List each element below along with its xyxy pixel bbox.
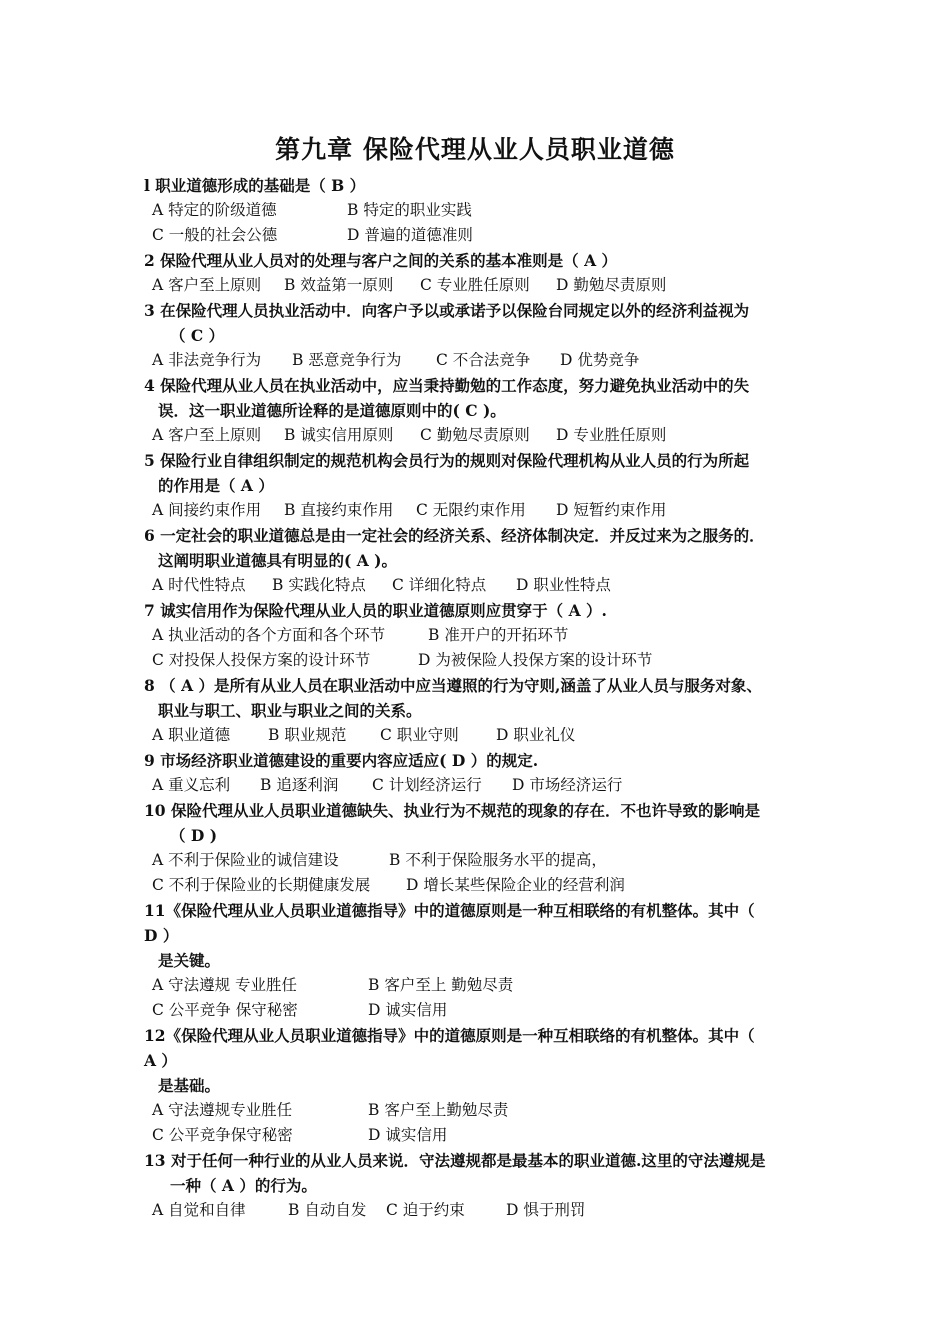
answer-option: B 追逐利润 <box>260 776 339 794</box>
answer-option: B 直接约束作用 <box>284 501 394 519</box>
question-stem <box>144 248 824 273</box>
answer-option: A 间接约束作用 <box>152 501 262 519</box>
answer-option: D 职业性特点 <box>516 576 611 594</box>
answer-options-row <box>144 498 824 523</box>
answer-option: D 优势竞争 <box>560 351 640 369</box>
answer-options-row <box>144 1098 824 1123</box>
answer-option: B 恶意竞争行为 <box>292 351 402 369</box>
question-text-continued: （ C ） <box>170 326 225 345</box>
question-text: 6 一定社会的职业道德总是由一定社会的经济关系、经济体制决定．并反过来为之服务的． <box>144 526 765 545</box>
answer-option: C 无限约束作用 <box>416 501 526 519</box>
question-stem <box>144 1023 824 1098</box>
answer-options-row <box>144 648 824 673</box>
answer-option: D 短暂约束作用 <box>556 501 667 519</box>
answer-option: C 不利于保险业的长期健康发展 <box>152 876 371 894</box>
answer-option: B 客户至上 勤勉尽责 <box>368 976 514 994</box>
question-stem <box>144 298 824 348</box>
question-text: 10 保险代理从业人员职业道德缺失、执业行为不规范的现象的存在．不也许导致的影响是 <box>144 801 760 820</box>
answer-option: D 勤勉尽责原则 <box>556 276 667 294</box>
answer-options-row <box>144 848 824 873</box>
question-text: 3 在保险代理人员执业活动中．向客户予以或承诺予以保险台同规定以外的经济利益视为 <box>144 301 750 320</box>
question-stem <box>144 448 824 498</box>
question-text-continued: 这阐明职业道德具有明显的( A )。 <box>158 551 397 570</box>
answer-option: B 准开户的开拓环节 <box>428 626 569 644</box>
question-stem <box>144 173 824 198</box>
answer-options-row <box>144 623 824 648</box>
answer-option: A 守法遵规 专业胜任 <box>152 976 298 994</box>
answer-options-row <box>144 873 824 898</box>
question-text: 5 保险行业自律组织制定的规范机构会员行为的规则对保险代理机构从业人员的行为所起 <box>144 451 750 470</box>
question-list <box>144 173 824 1223</box>
answer-options-row <box>144 573 824 598</box>
answer-option: B 实践化特点 <box>272 576 366 594</box>
answer-option: D 诚实信用 <box>368 1001 448 1019</box>
answer-options-row <box>144 723 824 748</box>
answer-option: A 重义忘利 <box>152 776 231 794</box>
question-stem <box>144 373 824 423</box>
answer-option: A 执业活动的各个方面和各个环节 <box>152 626 386 644</box>
question-text-continued: 职业与职工、职业与职业之间的关系。 <box>158 701 422 720</box>
answer-option: C 不合法竞争 <box>436 351 531 369</box>
answer-option: A 客户至上原则 <box>152 426 262 444</box>
answer-option: D 惧于刑罚 <box>506 1201 586 1219</box>
question-text-continued: （ D ) <box>170 826 218 845</box>
answer-option: B 诚实信用原则 <box>284 426 394 444</box>
chapter-title: 第九章 保险代理从业人员职业道德 <box>275 135 675 164</box>
answer-option: C 专业胜任原则 <box>420 276 530 294</box>
question-text: 12《保险代理从业人员职业道德指导》中的道德原则是一种互相联络的有机整体。其中（ <box>144 1026 755 1045</box>
answer-option: A 职业道德 <box>152 726 231 744</box>
answer-option: A 不利于保险业的诚信建设 <box>152 851 339 869</box>
question-stem <box>144 1148 824 1198</box>
question-text: l 职业道德形成的基础是（ B ） <box>144 176 366 195</box>
question-text-continued: 是基础。 <box>158 1076 221 1095</box>
answer-option: B 效益第一原则 <box>284 276 394 294</box>
answer-option: D 诚实信用 <box>368 1126 448 1144</box>
answer-option: C 计划经济运行 <box>372 776 482 794</box>
question-stem <box>144 673 824 723</box>
answer-option: C 公平竞争 保守秘密 <box>152 1001 298 1019</box>
answer-option: A 非法竞争行为 <box>152 351 262 369</box>
answer-option: A 守法遵规专业胜任 <box>152 1101 293 1119</box>
answer-options-row <box>144 223 824 248</box>
answer-option: B 职业规范 <box>268 726 347 744</box>
question-text-continued: 一种（ A ）的行为。 <box>170 1176 317 1195</box>
question-text-continued: 是关键。 <box>158 951 221 970</box>
answer-options-row <box>144 973 824 998</box>
answer-option: D 市场经济运行 <box>512 776 623 794</box>
answer-options-row <box>144 273 824 298</box>
answer-options-row <box>144 423 824 448</box>
answer-options-row <box>144 1198 824 1223</box>
question-text-continued: 误．这一职业道德所诠释的是道德原则中的( C )。 <box>158 401 506 420</box>
question-stem <box>144 523 824 573</box>
answer-option: C 一般的社会公德 <box>152 226 278 244</box>
answer-options-row <box>144 1123 824 1148</box>
answer-option: D 为被保险人投保方案的设计环节 <box>418 651 653 669</box>
question-stem <box>144 598 824 623</box>
question-text-continued: A ） <box>144 1051 177 1070</box>
answer-option: D 职业礼仪 <box>496 726 576 744</box>
answer-option: C 对投保人投保方案的设计环节 <box>152 651 371 669</box>
question-text: 9 市场经济职业道德建设的重要内容应适应( D ）的规定. <box>144 751 539 770</box>
answer-option: A 时代性特点 <box>152 576 246 594</box>
answer-options-row <box>144 998 824 1023</box>
answer-option: B 特定的职业实践 <box>347 201 472 219</box>
question-stem <box>144 748 824 773</box>
answer-option: D 普遍的道德准则 <box>347 226 473 244</box>
question-stem <box>144 798 824 848</box>
question-stem <box>144 898 824 973</box>
question-text: 13 对于任何一种行业的从业人员来说．守法遵规都是最基本的职业道德.这里的守法遵规是 <box>144 1151 766 1170</box>
question-text: 4 保险代理从业人员在执业活动中，应当秉持勤勉的工作态度，努力避免执业活动中的失 <box>144 376 750 395</box>
answer-option: C 迫于约束 <box>386 1201 465 1219</box>
question-text: 11《保险代理从业人员职业道德指导》中的道德原则是一种互相联络的有机整体。其中（ <box>144 901 755 920</box>
answer-option: D 增长某些保险企业的经营利润 <box>406 876 625 894</box>
answer-option: A 特定的阶级道德 <box>152 201 277 219</box>
answer-options-row <box>144 773 824 798</box>
question-text-continued: 的作用是（ A ） <box>158 476 274 495</box>
question-text-continued: D ） <box>144 926 179 945</box>
question-text: 8 （ A ）是所有从业人员在职业活动中应当遵照的行为守则,涵盖了从业人员与服务对象、 <box>144 676 762 695</box>
answer-option: B 自动自发 <box>288 1201 367 1219</box>
answer-option: C 详细化特点 <box>392 576 487 594</box>
answer-options-row <box>144 348 824 373</box>
answer-option: A 自觉和自律 <box>152 1201 246 1219</box>
answer-option: C 公平竞争保守秘密 <box>152 1126 293 1144</box>
answer-options-row <box>144 198 824 223</box>
answer-option: D 专业胜任原则 <box>556 426 667 444</box>
answer-option: B 客户至上勤勉尽责 <box>368 1101 509 1119</box>
question-text: 2 保险代理从业人员对的处理与客户之间的关系的基本准则是（ A ） <box>144 251 618 270</box>
answer-option: A 客户至上原则 <box>152 276 262 294</box>
answer-option: C 勤勉尽责原则 <box>420 426 530 444</box>
answer-option: C 职业守则 <box>380 726 459 744</box>
question-text: 7 诚实信用作为保险代理从业人员的职业道德原则应贯穿于（ A ）. <box>144 601 607 620</box>
answer-option: B 不利于保险服务水平的提高， <box>389 851 607 869</box>
